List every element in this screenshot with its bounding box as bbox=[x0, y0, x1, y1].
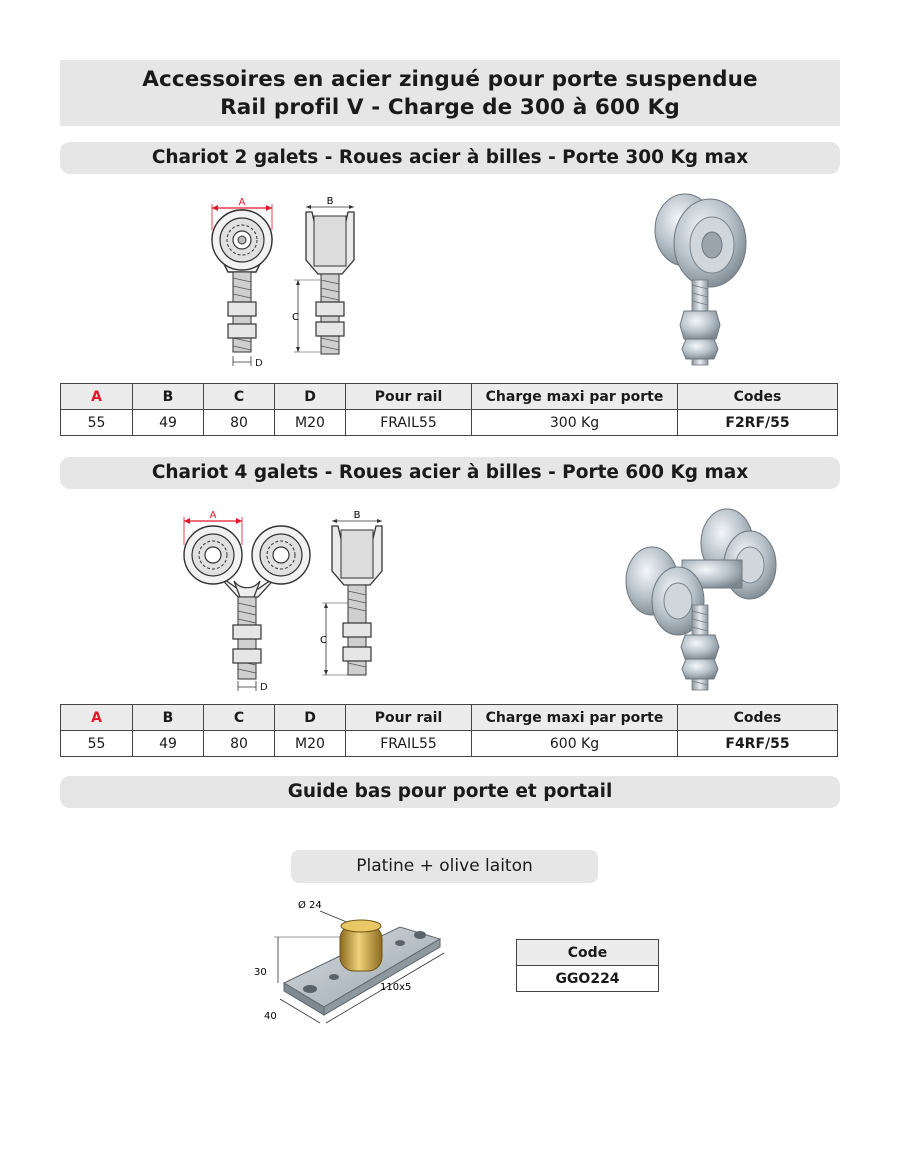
code-value: GGO224 bbox=[517, 966, 659, 992]
cell-a: 55 bbox=[61, 410, 133, 436]
four-wheel-trolley-photo bbox=[622, 505, 782, 695]
cell-code: F2RF/55 bbox=[678, 410, 838, 436]
cell-load: 300 Kg bbox=[472, 410, 678, 436]
col-load-header: Charge maxi par porte bbox=[472, 705, 678, 731]
table-header-row bbox=[61, 384, 838, 410]
bottom-guide-drawing bbox=[250, 895, 460, 1035]
width-label: 40 bbox=[264, 1011, 277, 1022]
code-header: Code bbox=[517, 940, 659, 966]
spec-table-4-wheels bbox=[60, 704, 838, 757]
dim-c-label: C bbox=[292, 312, 299, 323]
height-label: 30 bbox=[254, 967, 267, 978]
col-rail-header: Pour rail bbox=[346, 384, 472, 410]
col-b-header: B bbox=[133, 705, 204, 731]
dim-c-label: C bbox=[320, 635, 327, 646]
dim-b-label: B bbox=[353, 510, 361, 521]
section3-title: Guide bas pour porte et portail bbox=[60, 776, 840, 808]
cell-c: 80 bbox=[204, 410, 275, 436]
page-title-line1: Accessoires en acier zingué pour porte suspendue bbox=[142, 67, 758, 92]
table-header-row bbox=[61, 705, 838, 731]
cell-d: M20 bbox=[275, 410, 346, 436]
diameter-label: Ø 24 bbox=[298, 900, 322, 911]
table-row bbox=[61, 731, 838, 757]
cell-d: M20 bbox=[275, 731, 346, 757]
guide-code-table bbox=[516, 939, 659, 992]
table-row bbox=[61, 410, 838, 436]
dim-d-label: D bbox=[255, 358, 263, 369]
col-c-header: C bbox=[204, 384, 275, 410]
spec-table-2-wheels bbox=[60, 383, 838, 436]
section1-title: Chariot 2 galets - Roues acier à billes - Porte 300 Kg max bbox=[60, 142, 840, 174]
cell-load: 600 Kg bbox=[472, 731, 678, 757]
four-wheel-trolley-drawing bbox=[178, 505, 318, 695]
col-b-header: B bbox=[133, 384, 204, 410]
col-codes-header: Codes bbox=[678, 384, 838, 410]
dim-b-label: B bbox=[326, 196, 334, 207]
col-d-header: D bbox=[275, 705, 346, 731]
cell-code: F4RF/55 bbox=[678, 731, 838, 757]
cell-b: 49 bbox=[133, 731, 204, 757]
dim-d-label: D bbox=[260, 682, 268, 693]
section2-title: Chariot 4 galets - Roues acier à billes - Porte 600 Kg max bbox=[60, 457, 840, 489]
four-wheel-trolley-side-drawing bbox=[318, 505, 398, 680]
page-title-line2: Rail profil V - Charge de 300 à 600 Kg bbox=[220, 95, 680, 120]
two-wheel-trolley-photo bbox=[640, 185, 760, 375]
col-codes-header: Codes bbox=[678, 705, 838, 731]
col-a-header: A bbox=[61, 384, 133, 410]
cell-c: 80 bbox=[204, 731, 275, 757]
two-wheel-trolley-side-drawing bbox=[292, 190, 372, 360]
dim-a-label: A bbox=[209, 510, 217, 521]
guide-subtitle: Platine + olive laiton bbox=[291, 850, 598, 883]
cell-rail: FRAIL55 bbox=[346, 410, 472, 436]
cell-a: 55 bbox=[61, 731, 133, 757]
page-header bbox=[60, 60, 840, 126]
col-rail-header: Pour rail bbox=[346, 705, 472, 731]
cell-rail: FRAIL55 bbox=[346, 731, 472, 757]
col-d-header: D bbox=[275, 384, 346, 410]
dim-a-label: A bbox=[238, 197, 246, 208]
col-a-header: A bbox=[61, 705, 133, 731]
col-c-header: C bbox=[204, 705, 275, 731]
col-load-header: Charge maxi par porte bbox=[472, 384, 678, 410]
cell-b: 49 bbox=[133, 410, 204, 436]
length-label: 110x5 bbox=[380, 982, 412, 993]
